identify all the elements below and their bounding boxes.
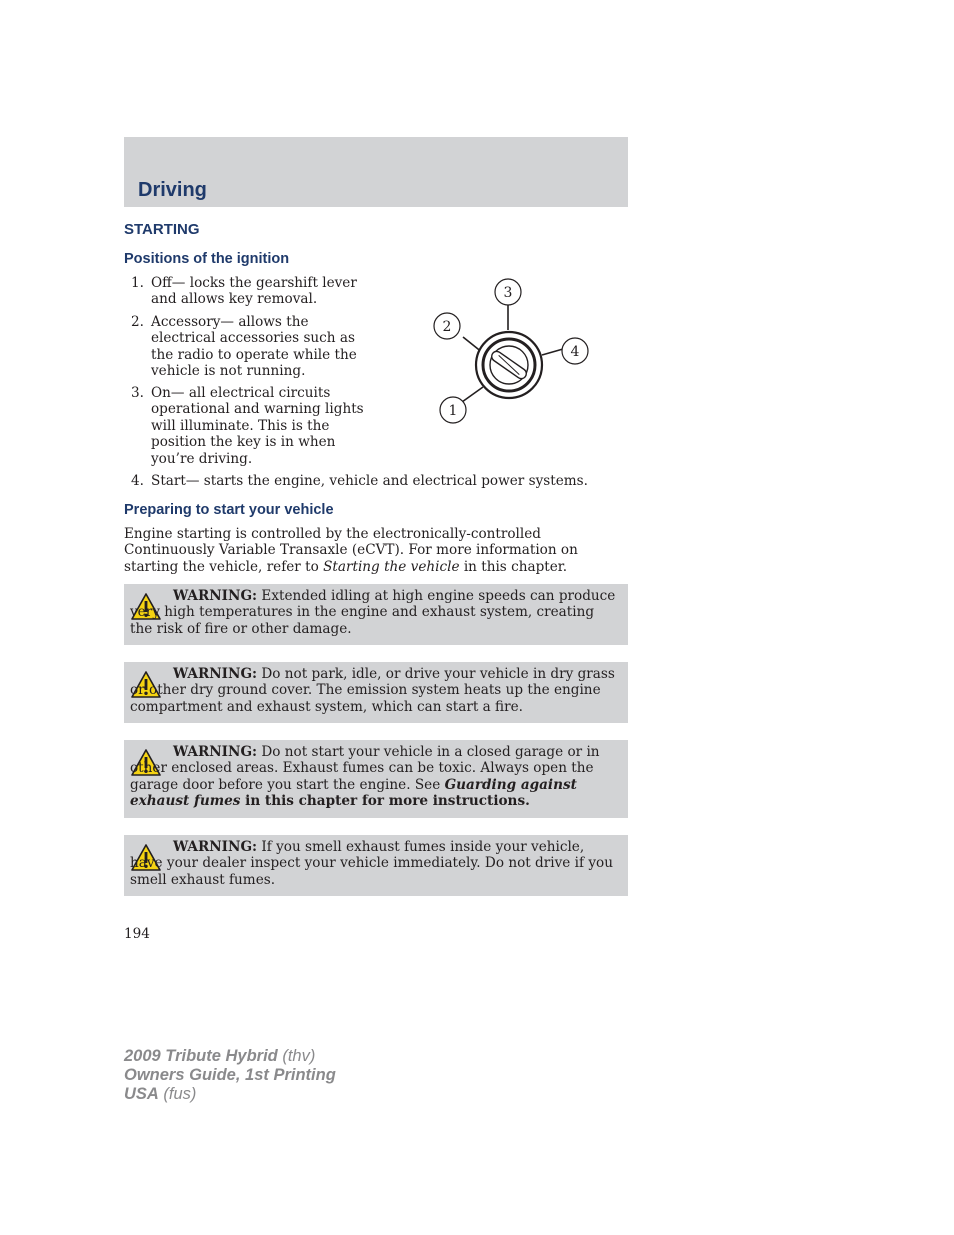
paragraph-text: Engine starting is controlled by the electronically-controlled Continuously Variable Transaxle (eCVT). For more information on starting the vehicle, refer to [124,526,578,575]
footer-market-code: (fus) [158,1085,197,1103]
cross-reference-link: Starting the vehicle [323,558,460,575]
footer-market: USA [124,1085,159,1103]
cross-reference-link: Guarding against exhaust fumes [130,776,577,810]
paragraph-text-tail: in this chapter. [459,558,568,575]
callout-label-2: 2 [442,319,452,335]
leader-line-4 [542,349,563,355]
warning-box [124,835,628,896]
subsection-heading-preparing: Preparing to start your vehicle [124,502,334,518]
list-item-text: On— all electrical circuits operational and warning lights will illuminate. This is the position the key is in when you’re driving. [151,385,364,467]
list-item-number: 2. [131,314,144,330]
page-number: 194 [124,926,150,942]
warning-label: WARNING: [173,588,258,604]
warning-body: Do not park, idle, or drive your vehicle in dry grass or other dry ground cover. The emission system heats up the engine compartment and exhaust system, which can start a fire. [130,666,615,715]
warning-text [130,588,620,637]
warning-box [124,740,628,818]
footer-printing: Owners Guide, 1st Printing [124,1066,336,1084]
warning-body: If you smell exhaust fumes inside your vehicle, have your dealer inspect your vehicle immediately. Do not drive if you smell exhaust fumes. [130,839,613,888]
list-item-text: Accessory— allows the electrical accessories such as the radio to operate while the vehicle is not running. [151,314,357,380]
leader-line-1 [462,387,483,402]
warning-label: WARNING: [173,839,258,855]
list-item-text: Off— locks the gearshift lever and allows key removal. [151,275,357,308]
footer-model-code: (thv) [277,1047,316,1065]
warning-tail: in this chapter for more instructions. [240,793,530,810]
footer-model: 2009 Tribute Hybrid [124,1047,278,1065]
subsection-heading-ignition: Positions of the ignition [124,251,290,267]
list-item-number: 4. [131,473,144,489]
section-heading: STARTING [124,221,200,238]
warning-label: WARNING: [173,666,258,682]
warning-box [124,584,628,645]
callout-label-1: 1 [448,403,458,419]
preparing-paragraph [124,526,624,575]
chapter-header-band [124,137,628,207]
list-item-number: 3. [131,385,144,401]
callout-label-3: 3 [503,285,513,301]
warning-box [124,662,628,723]
ignition-positions-diagram [425,275,600,430]
warning-text [130,744,620,810]
list-item-text: Start— starts the engine, vehicle and electrical power systems. [151,473,588,489]
warning-text [130,839,620,888]
warning-body: Extended idling at high engine speeds can produce very high temperatures in the engine and exhaust system, creating the risk of fire or other damage. [130,588,616,637]
warning-label: WARNING: [173,744,258,760]
warning-text [130,666,620,715]
list-item-number: 1. [131,275,144,291]
footer-imprint [124,1047,336,1104]
ignition-switch-icon [476,332,542,398]
warning-body: Do not start your vehicle in a closed garage or in other enclosed areas. Exhaust fumes can be toxic. Always open the garage door before you start the engine. See [130,744,600,793]
chapter-title: Driving [138,179,207,201]
callout-label-4: 4 [570,344,580,360]
